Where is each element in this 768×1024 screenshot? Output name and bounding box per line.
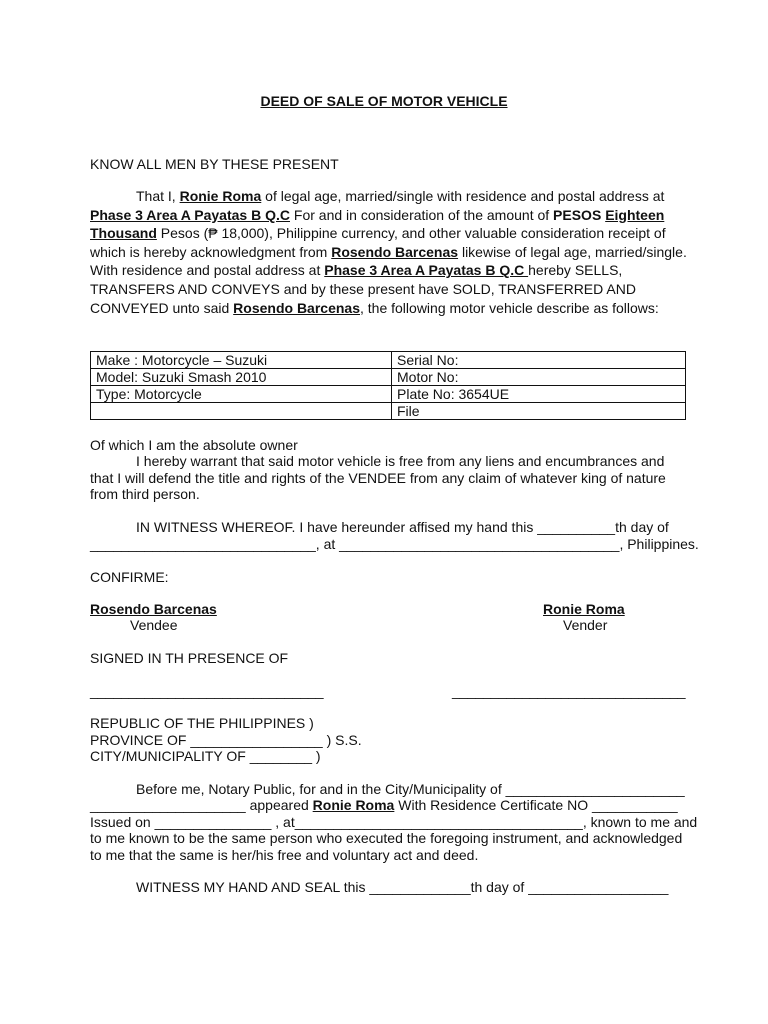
p1-text-3: For and in consideration of the amount of [290,206,554,223]
notary-line-5: to me that the same is her/his free and voluntary act and deed. [90,847,479,863]
witness-line-2: _____________________________, at ____________________________________, Philippines. [90,536,699,552]
notary-line-1: Before me, Notary Public, for and in the City/Municipality of _______________________ [136,781,685,797]
amount-words: Eighteen Thousand [90,206,665,242]
p1-text-1: That I, [136,188,180,204]
table-row [91,386,686,403]
owner-line: Of which I am the absolute owner [90,437,298,453]
table-cell: Make : Motorcycle – Suzuki [91,352,392,369]
notary-line-4: to me known to be the same person who executed the foregoing instrument, and acknowledged [90,830,683,846]
intro-line: KNOW ALL MEN BY THESE PRESENT [90,156,339,172]
table-cell: Model: Suzuki Smash 2010 [91,369,392,386]
warrant-text: I hereby warrant that said motor vehicle is free from any liens and encumbrances and that I will defend the title and rights of the VENDEE from any claim of whatever king of nature from third person. [90,453,666,502]
table-cell: Serial No: [392,352,686,369]
buyer-name-2: Rosendo Barcenas [233,299,360,316]
notary-line-2-text-b: With Residence Certificate NO ___________ [394,797,678,813]
p1-text-5: likewise of legal age, married/single. With residence and postal address at [90,243,687,279]
venue-province: PROVINCE OF _________________ ) S.S. [90,732,362,748]
table-row [91,403,686,420]
seller-name: Ronie Roma [179,188,262,204]
vender-role: Vender [563,617,608,633]
notary-line-2-text-a: ____________________ appeared [90,797,313,813]
vendee-role: Vendee [130,617,178,633]
notary-line-3: Issued on _______________ , at_____________________________________, known to me and [90,814,698,830]
witness-line-1: IN WITNESS WHEREOF. I have hereunder affised my hand this __________th day of [136,519,669,535]
seller-address: Phase 3 Area A Payatas B Q.C [90,206,290,223]
confirme-label: CONFIRME: [90,569,169,585]
table-cell: Plate No: 3654UE [392,386,686,403]
vender-name: Ronie Roma [543,601,625,617]
signed-presence-label: SIGNED IN TH PRESENCE OF [90,650,289,666]
table-cell: Type: Motorcycle [91,386,392,403]
table-cell: Motor No: [392,369,686,386]
vendee-name: Rosendo Barcenas [90,601,217,617]
venue-city: CITY/MUNICIPALITY OF ________ ) [90,748,321,764]
p1-text-7: , the following motor vehicle describe as follows: [360,299,659,316]
buyer-address: Phase 3 Area A Payatas B Q.C [324,262,529,279]
witness-seal-line: WITNESS MY HAND AND SEAL this _____________th day of __________________ [136,879,669,895]
table-cell [91,403,392,420]
notary-line-2 [90,797,678,813]
buyer-name: Rosendo Barcenas [331,243,459,260]
table-cell: File [392,403,686,420]
venue-republic: REPUBLIC OF THE PHILIPPINES ) [90,715,314,731]
table-row [91,352,686,369]
document-title: DEED OF SALE OF MOTOR VEHICLE [260,93,508,109]
vehicle-table [90,351,686,420]
witness-signature-line-left: ______________________________ [90,683,324,699]
notary-affiant-name: Ronie Roma [312,797,395,813]
p1-text-4: Pesos (₱ 18,000), Philippine currency, and other valuable consideration receipt of which is hereby acknowledgment from [90,225,666,260]
p1-text-2: of legal age, married/single with residence and postal address at [261,188,665,204]
table-row [91,369,686,386]
pesos-label: PESOS [553,206,602,223]
p1-text-6: hereby SELLS, TRANSFERS AND CONVEYS and by these present have SOLD, TRANSFERRED AND CONVEYED unto said [90,262,636,316]
witness-signature-line-right: ______________________________ [452,683,686,699]
sale-paragraph [90,187,690,317]
warrant-paragraph [90,453,690,503]
